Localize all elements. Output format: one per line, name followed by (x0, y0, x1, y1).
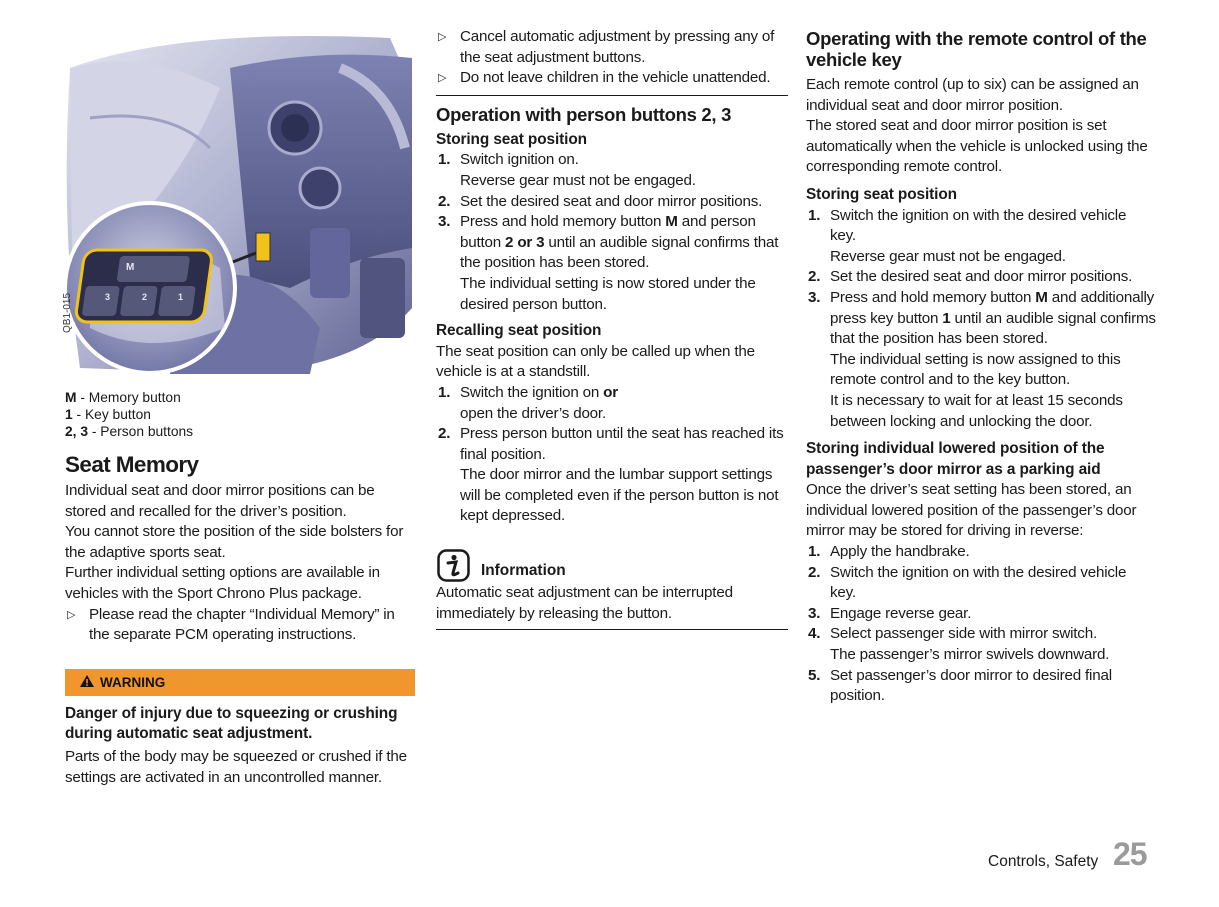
list-note: It is necessary to wait for at least 15 seconds between locking and unlocking the door. (830, 391, 1123, 430)
list-item: 2. Set the desired seat and door mirror positions. (438, 192, 763, 210)
list-item: 2. Set the desired seat and door mirror positions. (808, 268, 1133, 286)
person-button-2-label: 2 (142, 292, 148, 302)
key-button-label: 1 (178, 292, 184, 302)
column-middle (436, 0, 788, 630)
remote-paragraph-1: Each remote control (up to six) can be assigned an individual seat and door mirror position. (806, 76, 1139, 114)
subheading-storing: Storing seat position (436, 130, 587, 148)
caption-person: 2, 3 - Person buttons (65, 424, 194, 439)
section-title-remote-control: Operating with the remote control of the vehicle key (806, 28, 1147, 70)
list-item: 5. Set passenger’s door mirror to desired final position. (808, 666, 1112, 705)
caption-memory: M - Memory button (65, 390, 181, 405)
list-item: 1. Switch ignition on. (438, 151, 579, 169)
list-note: The passenger’s mirror swivels downward. (830, 646, 1110, 664)
lowered-intro: Once the driver’s seat setting has been stored, an individual lowered position of the passenger’s door mirror may be stored for driving in reverse: (806, 481, 1137, 540)
list-item: 3. Press and hold memory button M and additionally press key button 1 until an audible signal confirms that the position has been stored. (808, 288, 1156, 348)
information-box (436, 549, 788, 589)
list-note: The individual setting is now assigned to this remote control and to the key button. (830, 350, 1121, 389)
section-divider (436, 629, 788, 630)
warning-triangle-icon (80, 675, 94, 687)
warning-banner (65, 669, 415, 696)
triangle-bullet-icon: ▷ (438, 72, 447, 85)
information-text: Automatic seat adjustment can be interrupted immediately by releasing the button. (436, 584, 733, 622)
memory-button-label: M (126, 262, 135, 273)
caption-key: 1 - Key button (65, 407, 151, 422)
intro-paragraph-3: Further individual setting options are available in vehicles with the Sport Chrono Plus package. (65, 564, 380, 602)
list-item: 2. Press person button until the seat has reached its final position. (438, 425, 784, 463)
information-title: Information (481, 562, 566, 580)
section-title-seat-memory: Seat Memory (65, 452, 199, 477)
subheading-lowered-mirror: Storing individual lowered position of the passenger’s door mirror as a parking aid (806, 440, 1105, 478)
remote-paragraph-2: The stored seat and door mirror position is set automatically when the vehicle is unlocked using the corresponding remote control. (806, 117, 1148, 176)
recalling-intro: The seat position can only be called up when the vehicle is at a standstill. (436, 342, 755, 381)
page-number: 25 (1113, 836, 1147, 872)
bullet-children: ▷ Do not leave children in the vehicle unattended. (436, 68, 788, 89)
list-note: The door mirror and the lumbar support settings will be completed even if the person button is not kept depressed. (460, 466, 779, 525)
intro-paragraph-1: Individual seat and door mirror positions can be stored and recalled for the driver’s position. (65, 482, 375, 520)
bullet-cancel-adjustment: ▷ Cancel automatic adjustment by pressing any of the seat adjustment buttons. (438, 28, 775, 66)
list-item: 2. Switch the ignition on with the desired vehicle key. (808, 563, 1127, 602)
bullet-individual-memory: ▷ Please read the chapter “Individual Memory” in the separate PCM operating instructions. (67, 605, 395, 644)
list-item: 3. Press and hold memory button M and person button 2 or 3 until an audible signal confirms that the position has been stored. (438, 213, 779, 272)
list-item: 4. Select passenger side with mirror switch. (808, 625, 1097, 643)
footer-section-label: Controls, Safety (988, 853, 1099, 870)
information-icon (437, 549, 470, 582)
column-right (806, 0, 1156, 707)
list-note: The individual setting is now stored under the desired person button. (460, 274, 756, 313)
list-note: Reverse gear must not be engaged. (460, 171, 696, 189)
intro-paragraph-2: You cannot store the position of the side bolsters for the adaptive sports seat. (65, 523, 404, 561)
warning-heading: Danger of injury due to squeezing or crushing during automatic seat adjustment. (65, 704, 398, 743)
subheading-storing: Storing seat position (806, 185, 957, 203)
subheading-recalling: Recalling seat position (436, 322, 602, 340)
list-item: 1. Apply the handbrake. (808, 543, 970, 561)
figure-code: QB1-015 (62, 292, 73, 333)
list-item: 1. Switch the ignition on with the desired vehicle key. (808, 206, 1127, 245)
list-note: Reverse gear must not be engaged. (830, 247, 1066, 265)
warning-text: Parts of the body may be squeezed or crushed if the settings are activated in an uncontrolled manner. (65, 747, 407, 786)
warning-label: WARNING (100, 674, 166, 690)
column-left (65, 0, 415, 788)
list-item: 3. Engage reverse gear. (808, 604, 972, 622)
triangle-bullet-icon: ▷ (438, 31, 447, 43)
triangle-bullet-icon: ▷ (67, 608, 76, 621)
person-button-3-label: 3 (105, 292, 111, 302)
list-item: 1. Switch the ignition on or open the driver’s door. (438, 383, 618, 422)
section-title-person-buttons: Operation with person buttons 2, 3 (436, 103, 732, 125)
